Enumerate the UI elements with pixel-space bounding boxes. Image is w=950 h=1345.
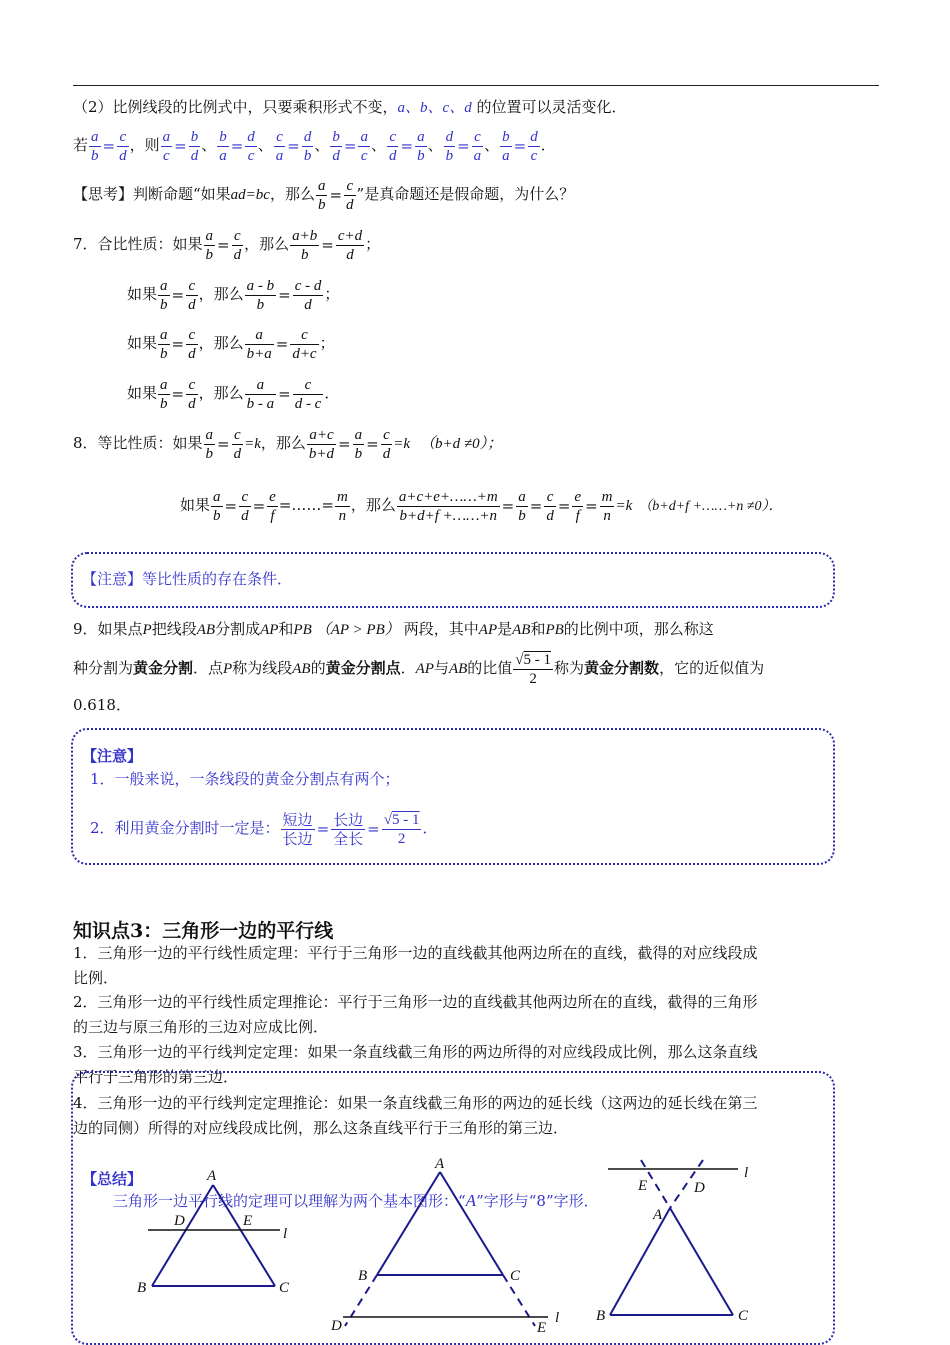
frac: $\frac{c}{d}$: [241, 488, 249, 524]
kp3-item: 4．三角形一边的平行线判定定理推论：如果一条直线截三角形的两边的延长线（这两边的延长线在第三: [73, 1094, 758, 1112]
svg-text:C: C: [510, 1268, 521, 1284]
kp3-item: 比例．: [73, 969, 119, 987]
prop-9-line1: 9．如果点P把线段AB分割成AP和PB （AP > PB） 两段，其中AP是AB和PB的比例中项，那么称这: [73, 620, 714, 638]
svg-text:D: D: [331, 1318, 342, 1334]
frac: $\frac{d}{c}$: [247, 128, 255, 164]
svg-text:A: A: [435, 1156, 445, 1172]
frac: $\frac{a}{c}$: [162, 128, 171, 164]
svg-text:B: B: [358, 1268, 368, 1284]
summary-title: 【总结】: [82, 1170, 143, 1188]
frac: $\frac{a}{b - a}$: [246, 376, 275, 412]
prop-8-line2: 如果 $\frac{a}{b}$ = $\frac{c}{d}$ = $\frac{e}{f}$ =……= $\frac{m}{n}$ ，那么 $\frac{a+c+e+\dots\dots+m}{b+d+f +\dots\dots+n}$ = $\frac{a}{b}$ = $\frac{c}{d}$ = $\frac{e}{f}$ = $\frac{m}{n}$ =k （b+d+f +……+n ≠0）．: [180, 488, 783, 524]
frac: $\frac{a}{b}$: [160, 376, 168, 412]
frac: $\frac{a}{b}$: [160, 277, 168, 313]
frac: $\frac{b}{a}$: [219, 128, 227, 164]
frac: $\frac{b}{a}$: [502, 128, 510, 164]
frac: $\frac{a}{b+a}$: [246, 326, 272, 362]
note-golden-title: 【注意】: [82, 747, 143, 765]
frac: $\frac{a}{b}$: [213, 488, 221, 524]
prop-7-line1: 7．合比性质：如果 $\frac{a}{b}$ = $\frac{c}{d}$ ，那么 $\frac{a+b}{b}$ = $\frac{c+d}{d}$ ；: [73, 227, 381, 263]
svg-text:A: A: [653, 1207, 663, 1223]
frac: $\frac{b}{d}$: [190, 128, 199, 164]
frac: $\frac{e}{f}$: [269, 488, 276, 524]
frac: $\frac{a+c}{b+d}$: [308, 426, 335, 462]
svg-text:l: l: [555, 1310, 560, 1326]
frac: $\frac{c}{d}$: [188, 376, 196, 412]
figure-a-shape-extended: [330, 1156, 559, 1336]
frac: $\frac{d}{b}$: [445, 128, 454, 164]
frac: $\frac{√5 - 1}{2}$: [383, 811, 420, 847]
frac: $\frac{c}{d}$: [188, 277, 196, 313]
frac: $\frac{c - d}{d}$: [294, 277, 322, 313]
kp3-item: 的三边与原三角形的三边对应成比例．: [73, 1018, 329, 1036]
frac: $\frac{a - b}{b}$: [246, 277, 275, 313]
frac: $\frac{e}{f}$: [574, 488, 582, 524]
frac: $\frac{a}{c}$: [360, 128, 368, 164]
svg-text:A: A: [207, 1168, 217, 1184]
para-2: （2）比例线段的比例式中，只要乘积形式不变，a、b、c、d 的位置可以灵活变化．: [73, 98, 627, 116]
frac: $\frac{c}{d}$: [233, 227, 242, 263]
svg-text:l: l: [744, 1165, 749, 1181]
section-heading: 知识点3：三角形一边的平行线: [73, 920, 334, 942]
frac: $\frac{c}{d+c}$: [292, 326, 317, 362]
kp3-item: 3．三角形一边的平行线判定定理：如果一条直线截三角形的两边所得的对应线段成比例，那么这条直线: [73, 1043, 758, 1061]
summary-text: 三角形一边平行线的定理可以理解为两个基本图形：“A”字形与“8”字形．: [113, 1191, 599, 1210]
prop-7-line4: 如果 $\frac{a}{b}$ = $\frac{c}{d}$ ，那么 $\frac{a}{b - a}$ = $\frac{c}{d - c}$ ．: [127, 376, 340, 412]
frac: $\frac{c}{d}$: [188, 326, 196, 362]
frac: $\frac{m}{n}$: [601, 488, 613, 524]
prop-8-line1: 8．等比性质：如果 $\frac{a}{b}$ = $\frac{c}{d}$ =k，那么 $\frac{a+c}{b+d}$ = $\frac{a}{b}$ = $\frac{c}{d}$ =k （b+d ≠0）；: [73, 426, 503, 462]
prop-9-line2: 种分割为黄金分割．点P称为线段AB的黄金分割点．AP与AB的比值 $\frac{√5 - 1}{2}$ 称为黄金分割数，它的近似值为: [73, 651, 765, 687]
prop-9-approx: 0.618．: [73, 696, 131, 714]
prop-7-line3: 如果 $\frac{a}{b}$ = $\frac{c}{d}$ ，那么 $\frac{a}{b+a}$ = $\frac{c}{d+c}$ ；: [127, 326, 335, 362]
frac-golden: $\frac{√5 - 1}{2}$: [515, 651, 552, 687]
svg-text:B: B: [137, 1280, 147, 1296]
frac: $\frac{a}{b}$: [91, 128, 99, 164]
frac: $\frac{c}{d}$: [233, 426, 242, 462]
svg-text:E: E: [243, 1213, 253, 1229]
svg-text:C: C: [738, 1308, 749, 1324]
frac: $\frac{a+c+e+\dots\dots+m}{b+d+f +\dots\dots+n}$: [398, 488, 498, 524]
svg-text:E: E: [537, 1320, 547, 1336]
prop-7-line2: 如果 $\frac{a}{b}$ = $\frac{c}{d}$ ，那么 $\frac{a - b}{b}$ = $\frac{c - d}{d}$ ；: [127, 277, 340, 313]
ruo-line: 若 $\frac{a}{b}$ = $\frac{c}{d}$ ，则 $\frac{a}{c}$ = $\frac{b}{d}$ 、 $\frac{b}{a}$ = $\frac{d}{c}$ 、 $\frac{c}{a}$ = $\frac{d}{b}$ 、 $\frac{b}{d}$ = $\frac{a}{c}$ 、 $\frac{c}{d}$ = $\frac{a}{b}$ 、 $\frac{d}{b}$ = $\frac{c}{a}$ 、 $\frac{b}{a}$ = $\frac{d}{c}$ ．: [73, 128, 556, 164]
frac: $\frac{c+d}{d}$: [337, 227, 363, 263]
svg-text:D: D: [174, 1213, 185, 1229]
frac: $\frac{a}{b}$: [160, 326, 168, 362]
svg-text:E: E: [638, 1178, 648, 1194]
svg-text:C: C: [279, 1280, 290, 1296]
vars: a、b、c、d: [397, 100, 472, 116]
frac: $\frac{a}{b}$: [518, 488, 526, 524]
frac: $\frac{c}{a}$: [275, 128, 284, 164]
frac: $\frac{a}{b}$: [354, 426, 363, 462]
frac: $\frac{c}{d}$: [388, 128, 397, 164]
think-line: 【思考】判断命题“如果ad=bc，那么 $\frac{a}{b}$ = $\frac{c}{d}$ ”是真命题还是假命题，为什么？: [73, 177, 575, 213]
kp3-item: 边的同侧）所得的对应线段成比例，那么这条直线平行于三角形的第三边．: [73, 1119, 569, 1137]
svg-text:D: D: [694, 1180, 705, 1196]
svg-text:B: B: [596, 1308, 606, 1324]
frac: $\frac{d}{b}$: [303, 128, 312, 164]
frac: $\frac{c}{d}$: [382, 426, 391, 462]
frac: $\frac{c}{d}$: [119, 128, 127, 164]
figure-8-shape: [596, 1160, 749, 1324]
frac: $\frac{c}{d - c}$: [294, 376, 322, 412]
note-golden-item1: 1．一般来说，一条线段的黄金分割点有两个；: [90, 770, 400, 788]
frac: $\frac{a}{b}$: [417, 128, 425, 164]
frac: $\frac{c}{d}$: [346, 177, 354, 213]
frac: $\frac{a+b}{b}$: [292, 227, 318, 263]
kp3-item: 2．三角形一边的平行线性质定理推论：平行于三角形一边的直线截其他两边所在的直线，截得的三角形: [73, 993, 758, 1011]
frac: $\frac{a}{b}$: [205, 227, 214, 263]
kp3-item: 平行于三角形的第三边．: [73, 1068, 239, 1086]
frac: $\frac{\text{短边}}{\text{长边}}$: [282, 810, 313, 848]
frac: $\frac{c}{d}$: [546, 488, 554, 524]
svg-text:l: l: [283, 1226, 288, 1242]
note-equal-ratio: 【注意】等比性质的存在条件．: [82, 570, 293, 588]
frac: $\frac{\text{长边}}{\text{全长}}$: [333, 810, 364, 848]
frac: $\frac{m}{n}$: [336, 488, 348, 524]
note-golden-item2: 2．利用黄金分割时一定是： $\frac{\text{短边}}{\text{长边}}$ = $\frac{\text{长边}}{\text{全长}}$ = $\frac{√5 - 1}{2}$ ．: [90, 810, 438, 848]
frac: $\frac{a}{b}$: [205, 426, 214, 462]
kp3-item: 1．三角形一边的平行线性质定理：平行于三角形一边的直线截其他两边所在的直线，截得的对应线段成: [73, 944, 758, 962]
figure-a-shape: [137, 1168, 290, 1296]
frac: $\frac{a}{b}$: [317, 177, 326, 213]
frac: $\frac{d}{c}$: [530, 128, 538, 164]
frac: $\frac{c}{a}$: [473, 128, 482, 164]
frac: $\frac{b}{d}$: [332, 128, 340, 164]
